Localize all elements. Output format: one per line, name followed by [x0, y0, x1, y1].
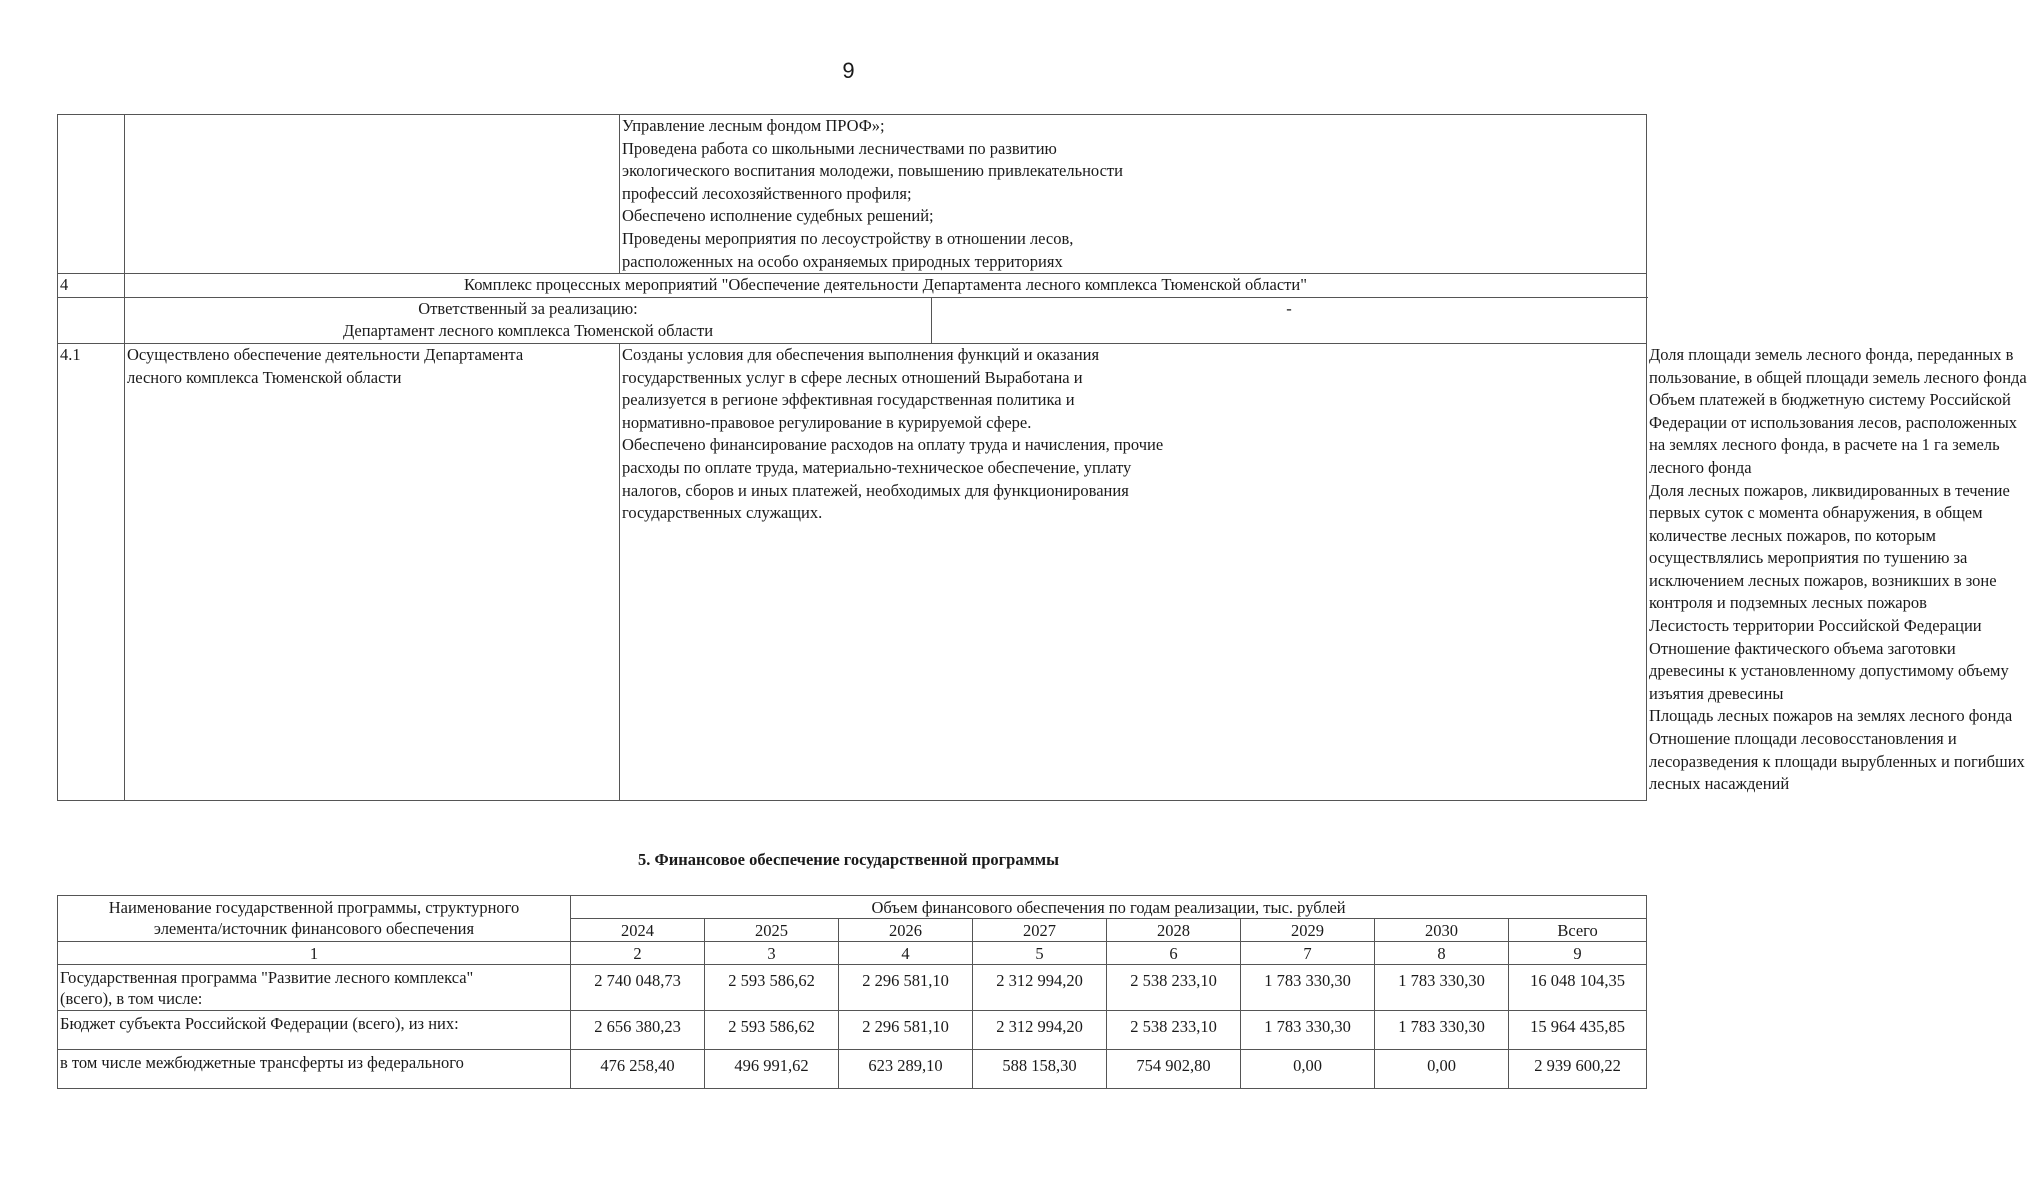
column-number: 8 [1375, 942, 1509, 965]
task-cell [125, 343, 620, 800]
year-header: 2026 [839, 919, 973, 942]
table-header-row [58, 896, 1647, 919]
effect-line: Созданы условия для обеспечения выполнения функций и оказания [622, 344, 1100, 364]
task-cell [125, 115, 620, 274]
value-cell: 2 593 586,62 [705, 965, 839, 1011]
value-cell: 0,00 [1375, 1050, 1509, 1089]
effect-line: налогов, сборов и иных платежей, необходимых для функционирования [622, 480, 1129, 500]
process-complex-title: Комплекс процессных мероприятий "Обеспечение деятельности Департамента лесного комплекса Тюменской области" [125, 274, 1647, 298]
task-line: лесного комплекса Тюменской области [127, 367, 402, 387]
table-row [58, 274, 1647, 298]
year-header: 2029 [1241, 919, 1375, 942]
effect-line: реализуется в регионе эффективная государственная политика и [622, 390, 1075, 410]
value-cell: 2 593 586,62 [705, 1011, 839, 1050]
finance-table [57, 895, 1647, 1089]
effect-line: Проведены мероприятия по лесоустройству в отношении лесов, [622, 228, 1074, 248]
column-number: 5 [973, 942, 1107, 965]
column-number: 2 [571, 942, 705, 965]
row-name [58, 1050, 571, 1089]
column-number: 3 [705, 942, 839, 965]
value-cell: 1 783 330,30 [1241, 1011, 1375, 1050]
year-header: 2025 [705, 919, 839, 942]
effects-cell [620, 343, 1647, 800]
value-cell: 1 783 330,30 [1375, 1011, 1509, 1050]
total-cell: 16 048 104,35 [1509, 965, 1647, 1011]
year-header: 2027 [973, 919, 1107, 942]
row-number-cell: 4.1 [58, 343, 125, 800]
effects-cell [620, 115, 1647, 274]
row-number-cell [58, 297, 125, 343]
effect-line: Управление лесным фондом ПРОФ»; [622, 116, 885, 135]
name-column-header [58, 896, 571, 942]
volume-header: Объем финансового обеспечения по годам реализации, тыс. рублей [571, 896, 1647, 919]
value-cell: 2 312 994,20 [973, 965, 1107, 1011]
value-cell: 623 289,10 [839, 1050, 973, 1089]
total-header: Всего [1509, 919, 1647, 942]
effect-line: Обеспечено финансирование расходов на оплату труда и начисления, прочие [622, 435, 1164, 455]
column-numbers-row [58, 942, 1647, 965]
effect-line: профессий лесохозяйственного профиля; [622, 183, 912, 203]
responsible-cell [125, 297, 932, 343]
effect-line: Обеспечено исполнение судебных решений; [622, 206, 934, 226]
year-header: 2024 [571, 919, 705, 942]
row-name [58, 1011, 571, 1050]
value-cell: 2 538 233,10 [1107, 1011, 1241, 1050]
effect-line: экологического воспитания молодежи, повышению привлекательности [622, 161, 1123, 181]
value-cell: 2 312 994,20 [973, 1011, 1107, 1050]
responsible-dash-cell: - [932, 297, 1647, 343]
table-row: 4.1 Осуществлено обеспечение деятельности Департамента лесного комплекса Тюменской области Созданы условия для обеспечения выполнения функций и оказания государственных услуг в сфере лесных отношений Выработана и реализуется в регионе эффективная государственная политика и нормативно-правовое регулирование в курируемой сфере. Обеспечено финансирование расходов на оплату труда и начисления, прочие расходы по оплате труда, материально-техническое обеспечение, уплату налогов, сборов и иных платежей, необходимых для функционирования государственных служащих. Доля площади земель лесного фонда, переданных в пользование, в общей площади земель лесного фонда Объем платежей в бюджетную систему Российской Федерации от использования лесов, расположенных на землях лесного фонда, в расчете на 1 га земель лесного фонда Доля лесных пожаров, ликвидированных в течение первых суток с момента обнаружения, в общем количестве лесных пожаров, по которым осуществлялись мероприятия по тушению за исключением лесных пожаров, возникших в зоне контроля и подземных лесных пожаров Лесистость территории Российской Федерации Отношение фактического объема заготовки древесины к установленному допустимому объему изъятия древесины Площадь лесных пожаров на землях лесного фонда Отношение площади лесовосстановления и лесоразведения к площади вырубленных и погибших лесных насаждений [58, 343, 1647, 800]
row-number-cell: 4 [58, 274, 125, 298]
value-cell: 0,00 [1241, 1050, 1375, 1089]
table-row [58, 115, 1647, 274]
responsible-label: Ответственный за реализацию: [418, 298, 638, 318]
column-number: 7 [1241, 942, 1375, 965]
value-cell: 2 538 233,10 [1107, 965, 1241, 1011]
value-cell: 2 296 581,10 [839, 1011, 973, 1050]
value-cell: 496 991,62 [705, 1050, 839, 1089]
table-row [58, 1011, 1647, 1050]
task-line: Осуществлено обеспечение деятельности Департамента [127, 344, 524, 364]
value-cell: 1 783 330,30 [1375, 965, 1509, 1011]
effect-line: Проведена работа со школьными лесничествами по развитию [622, 138, 1057, 158]
row-name-line: Государственная программа "Развитие лесного комплекса" [60, 968, 474, 987]
effect-line: нормативно-правовое регулирование в курируемой сфере. [622, 412, 1032, 432]
row-name [58, 965, 571, 1011]
responsible-name: Департамент лесного комплекса Тюменской области [342, 321, 714, 341]
table-row [58, 965, 1647, 1011]
effect-line: государственных служащих. [622, 503, 823, 523]
table-row [58, 297, 1647, 343]
header-line: Наименование государственной программы, структурного [108, 898, 520, 917]
column-number: 1 [58, 942, 571, 965]
column-number: 4 [839, 942, 973, 965]
column-number: 9 [1509, 942, 1647, 965]
value-cell: 1 783 330,30 [1241, 965, 1375, 1011]
value-cell: 2 656 380,23 [571, 1011, 705, 1050]
header-line: элемента/источник финансового обеспечения [153, 919, 475, 938]
total-cell: 15 964 435,85 [1509, 1011, 1647, 1050]
effect-line: расходы по оплате труда, материально-техническое обеспечение, уплату [622, 457, 1132, 477]
year-header: 2028 [1107, 919, 1241, 942]
value-cell: 588 158,30 [973, 1050, 1107, 1089]
value-cell: 476 258,40 [571, 1050, 705, 1089]
row-number-cell [58, 115, 125, 274]
row-name-line: Бюджет субъекта Российской Федерации (всего), из них: [60, 1014, 459, 1033]
results-table [57, 114, 2027, 801]
column-number: 6 [1107, 942, 1241, 965]
total-cell: 2 939 600,22 [1509, 1050, 1647, 1089]
value-cell: 2 296 581,10 [839, 965, 973, 1011]
row-name-line: в том числе межбюджетные трансферты из федерального [60, 1053, 464, 1072]
table-row [58, 1050, 1647, 1089]
year-header: 2030 [1375, 919, 1509, 942]
value-cell: 2 740 048,73 [571, 965, 705, 1011]
row-name-line: (всего), в том числе: [60, 989, 203, 1008]
effect-line: государственных услуг в сфере лесных отношений Выработана и [622, 367, 1083, 387]
value-cell: 754 902,80 [1107, 1050, 1241, 1089]
effect-line: расположенных на особо охраняемых природных территориях [622, 251, 1063, 271]
section-title: 5. Финансовое обеспечение государственной программы [638, 850, 1059, 869]
page-number: 9 [842, 58, 855, 83]
